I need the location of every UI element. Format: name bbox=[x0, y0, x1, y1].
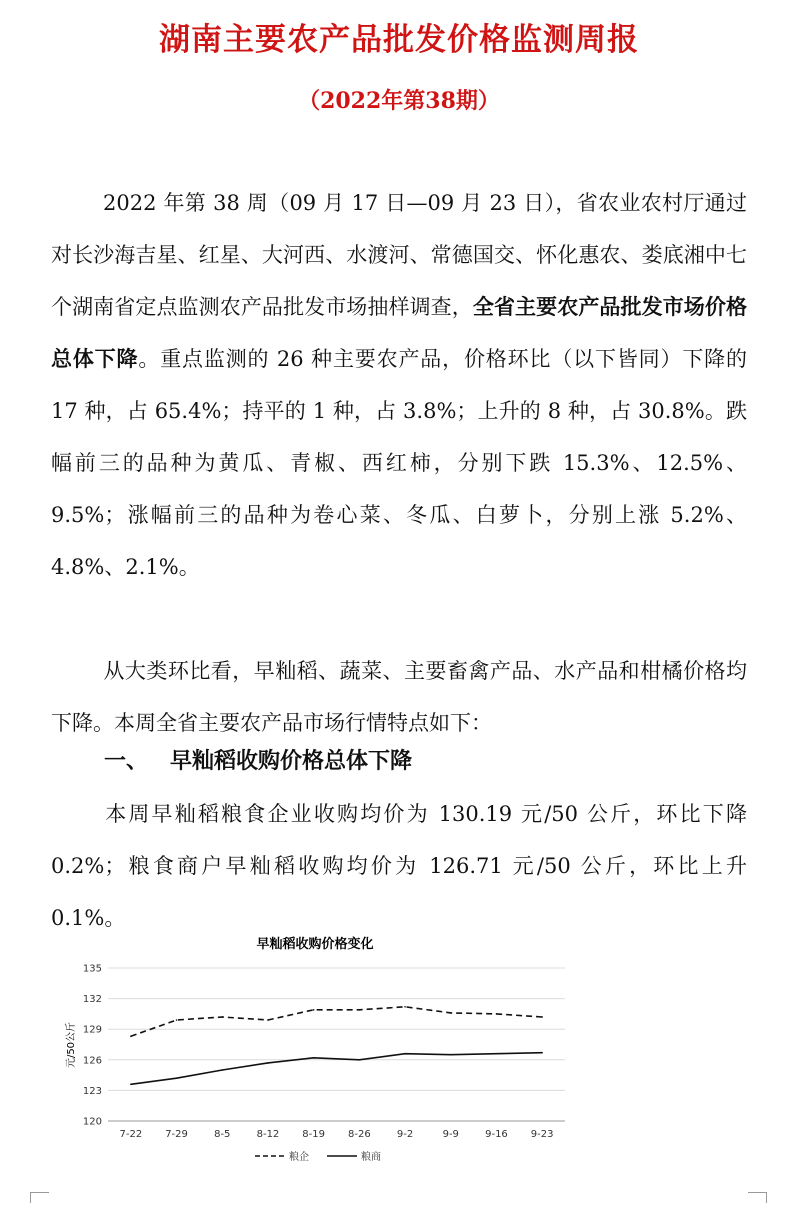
page-title: 湖南主要农产品批发价格监测周报 bbox=[159, 22, 639, 58]
data-point bbox=[404, 1006, 406, 1008]
data-point bbox=[130, 1083, 132, 1085]
data-point bbox=[404, 1053, 406, 1055]
data-point bbox=[176, 1077, 178, 1079]
data-point bbox=[267, 1062, 269, 1064]
x-tick-label: 8-5 bbox=[214, 1129, 231, 1140]
page-corner-mark-left bbox=[30, 1192, 49, 1203]
x-tick-label: 9-2 bbox=[396, 1129, 414, 1140]
rice-price-chart bbox=[50, 928, 570, 1170]
summary-highlight: 全省主要农产品批发市场价格总体下降 bbox=[51, 294, 747, 371]
y-tick-label: 120 bbox=[82, 1116, 102, 1128]
paragraph-rice bbox=[51, 788, 747, 944]
y-tick-label: 129 bbox=[82, 1024, 102, 1036]
data-point bbox=[359, 1059, 361, 1061]
data-point bbox=[313, 1057, 315, 1059]
x-tick-label: 7-29 bbox=[165, 1129, 188, 1140]
page-corner-mark-right bbox=[748, 1192, 767, 1203]
chart-svg bbox=[50, 928, 570, 1170]
y-axis-label: 元/50公斤 bbox=[66, 1021, 77, 1069]
data-point bbox=[450, 1054, 452, 1056]
x-tick-label: 9-23 bbox=[530, 1129, 554, 1140]
x-tick-label: 8-26 bbox=[347, 1129, 371, 1140]
data-point bbox=[176, 1019, 178, 1021]
data-point bbox=[541, 1052, 543, 1054]
x-tick-label: 7-22 bbox=[119, 1129, 143, 1140]
x-tick-label: 9-16 bbox=[485, 1129, 508, 1140]
rice-text: 本周早籼稻粮食企业收购均价为 130.19 元/50 公斤，环比下降 0.2%；粮食商户早籼稻收购均价为 126.71 元/50 公斤，环比上升 0.1%。 bbox=[51, 802, 747, 930]
y-tick-label: 126 bbox=[82, 1055, 102, 1067]
paragraph-summary bbox=[51, 177, 747, 593]
series-line-粮企 bbox=[131, 1007, 542, 1037]
x-tick-label: 9-9 bbox=[442, 1129, 459, 1140]
summary-text-a: 2022 年第 38 周（09 月 17 日—09 月 23 日），省农业农村厅通过对长沙海吉星、红星、大河西、水渡河、常德国交、怀化惠农、娄底湘中七个湖南省定点监测农产品批发市场抽样调查， bbox=[51, 191, 747, 319]
chart-title: 早籼稻收购价格变化 bbox=[256, 937, 374, 952]
section-title: 早籼稻收购价格总体下降 bbox=[170, 748, 413, 774]
section-number: 一、 bbox=[104, 748, 149, 774]
legend-label: 粮商 bbox=[361, 1152, 381, 1163]
y-tick-label: 135 bbox=[82, 963, 102, 975]
categories-text: 从大类环比看，早籼稻、蔬菜、主要畜禽产品、水产品和柑橘价格均下降。本周全省主要农产品市场行情特点如下： bbox=[51, 659, 747, 735]
data-point bbox=[541, 1016, 543, 1018]
x-tick-label: 8-12 bbox=[256, 1129, 280, 1140]
data-point bbox=[496, 1013, 498, 1015]
data-point bbox=[221, 1069, 223, 1071]
data-point bbox=[450, 1012, 452, 1014]
legend-label: 粮企 bbox=[289, 1152, 309, 1163]
data-point bbox=[359, 1009, 361, 1011]
issue-number: （2022年第38期） bbox=[298, 88, 500, 114]
data-point bbox=[496, 1053, 498, 1055]
data-point bbox=[221, 1016, 223, 1018]
x-tick-label: 8-19 bbox=[302, 1129, 326, 1140]
paragraph-categories bbox=[51, 645, 747, 749]
section-heading-1 bbox=[104, 741, 412, 781]
y-tick-label: 132 bbox=[82, 994, 102, 1006]
data-point bbox=[267, 1019, 269, 1021]
series-line-粮商 bbox=[131, 1053, 542, 1085]
y-tick-label: 123 bbox=[82, 1085, 102, 1097]
data-point bbox=[130, 1036, 132, 1038]
summary-text-b: 。重点监测的 26 种主要农产品，价格环比（以下皆同）下降的 17 种，占 65.4%；持平的 1 种，占 3.8%；上升的 8 种，占 30.8%。跌幅前三的品种为黄瓜、青椒、西红柿，分别下跌 15.3%、12.5%、9.5%；涨幅前三的品种为卷心菜、冬瓜、白萝卜，分别上涨 5.2%、4.8%、2.1%。 bbox=[51, 347, 748, 579]
data-point bbox=[313, 1009, 315, 1011]
